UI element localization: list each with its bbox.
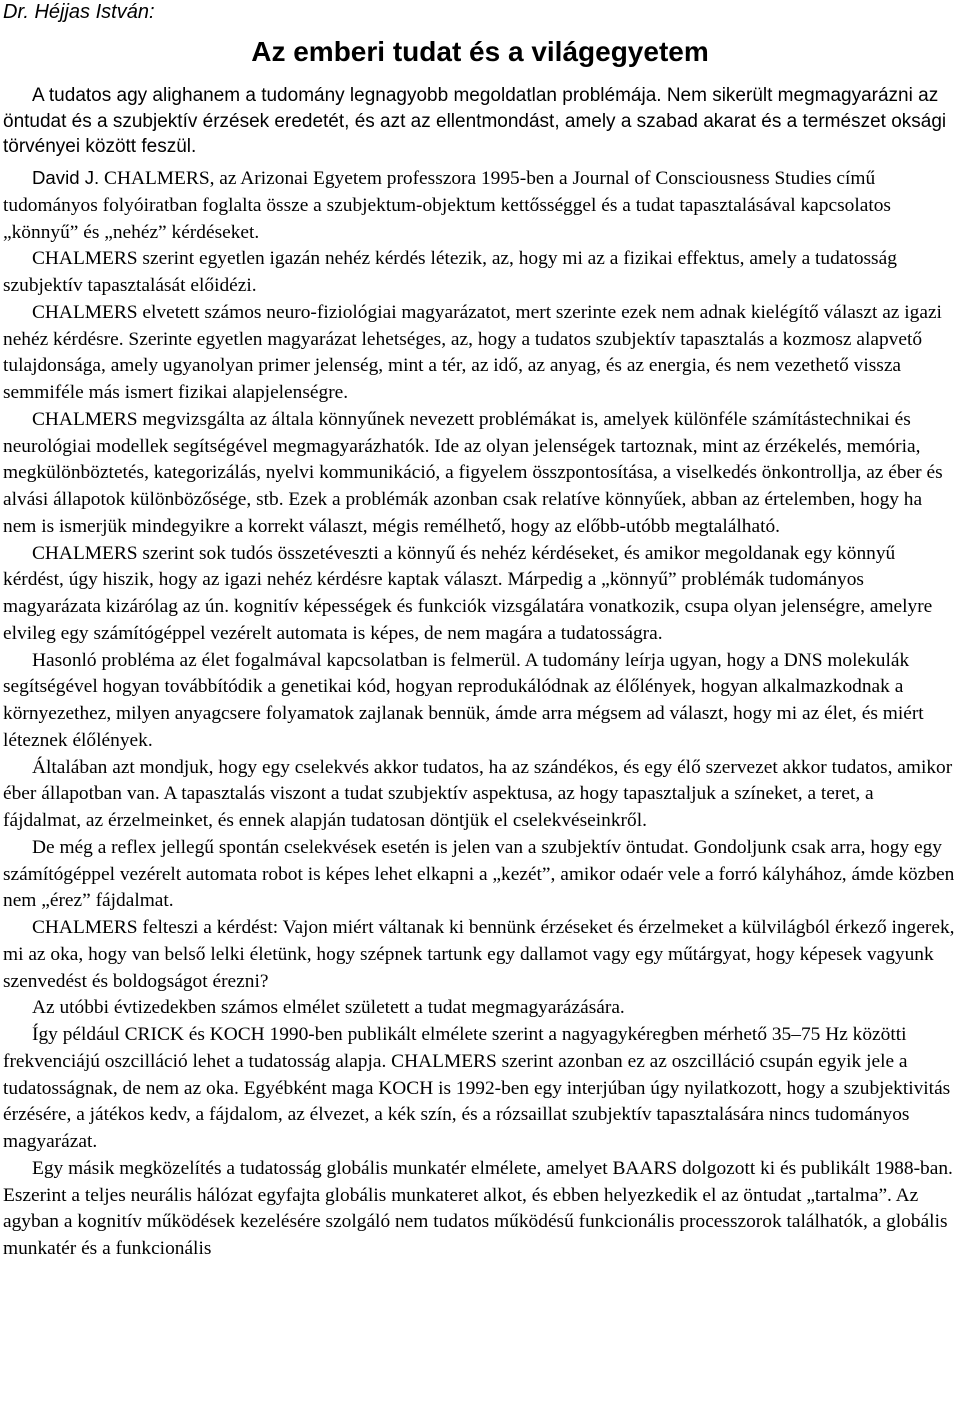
- paragraph-chalmers-intro: [3, 165, 955, 246]
- author-name: Dr. Héjjas István:: [3, 1, 155, 23]
- paragraph-rest: CHALMERS, az Arizonai Egyetem professzora 1995-ben a Journal of Consciousness Studies című tudományos folyóiratban foglalta össze a szubjektum-objektum kettősséggel és a tudat tapasztalásával kapcsolatos „könnyű” és „nehéz” kérdéseket.: [3, 168, 891, 243]
- paragraph: CHALMERS felteszi a kérdést: Vajon miért váltanak ki bennünk érzéseket és érzelmeket a külvilágból érkező ingerek, mi az oka, hogy van belső lelki életünk, hogy szépnek tartunk egy dallamot vagy egy műtárgyat, hogy képesek vagyunk szenvedést és boldogságot érezni?: [3, 917, 955, 992]
- body-text: [3, 165, 955, 1263]
- paragraph: Így például CRICK és KOCH 1990-ben publikált elmélete szerint a nagyagykéregben mérhető 35–75 Hz közötti frekvenciájú oszcilláció lehet a tudatosság alapja. CHALMERS szerint azonban ez az oszcilláció csupán egyik jele a tudatosságnak, de nem az oka. Egyébként maga KOCH is 1992-ben egy interjúban úgy nyilatkozott, hogy a szubjektivitás érzésére, a játékos kedv, a fájdalom, az élvezet, a kék szín, és a rózsaillat szubjektív tapasztalására nincs tudományos magyarázat.: [3, 1024, 951, 1152]
- paragraph: CHALMERS szerint egyetlen igazán nehéz kérdés létezik, az, hogy mi az a fizikai effektus, amely a tudatosság szubjektív tapasztalását előidézi.: [3, 248, 897, 296]
- paragraph: CHALMERS elvetett számos neuro-fiziológiai magyarázatot, mert szerinte ezek nem adnak kielégítő választ az igazi nehéz kérdésre. Szerinte egyetlen magyarázat lehetséges, az, hogy a tudatos szubjektív tapasztalás a kozmosz alapvető tulajdonsága, amely ugyanolyan primer jelenség, mint a tér, az idő, az anyag, és az energia, és nem vezethető vissza semmiféle más ismert fizikai alapjelenségre.: [3, 301, 942, 403]
- intro-paragraph: A tudatos agy alighanem a tudomány legnagyobb megoldatlan problémája. Nem sikerült megmagyarázni az öntudat és a szubjektív érzések eredetét, és azt az ellentmondást, amely a szabad akarat és a természet oksági törvényei között feszül.: [3, 85, 947, 158]
- paragraph: De még a reflex jellegű spontán cselekvések esetén is jelen van a szubjektív öntudat. Gondoljunk csak arra, hogy egy számítógéppel vezérelt automata robot is képes lehet elkapni a „kezét”, amikor odaér vele a forró kályhához, ámde közben nem „érez” fájdalmat.: [3, 836, 955, 912]
- paragraph-lead: David J.: [32, 167, 100, 188]
- document-title: Az emberi tudat és a világegyetem: [251, 36, 709, 67]
- paragraph: Általában azt mondjuk, hogy egy cselekvés akkor tudatos, ha az szándékos, és egy élő szervezet akkor tudatos, amikor éber állapotban van. A tapasztalás viszont a tudat szubjektív aspektusa, az hogy tapasztaljuk a színeket, a teret, a fájdalmat, az érzelmeinket, és ennek alapján tudatosan döntjük el cselekvéseinkről.: [3, 756, 953, 831]
- paragraph: Egy másik megközelítés a tudatosság globális munkatér elmélete, amelyet BAARS dolgozott ki és publikált 1988-ban. Eszerint a teljes neurális hálózat egyfajta globális munkateret alkot, és ebben helyezkedik el az öntudat „tartalma”. Az agyban a kognitív működések kezelésére szolgáló nem tudatos működésű funkcionális processzorok találhatók, a globális munkatér és a funkcionális: [3, 1157, 953, 1259]
- paragraph: Hasonló probléma az élet fogalmával kapcsolatban is felmerül. A tudomány leírja ugyan, hogy a DNS molekulák segítségével hogyan továbbítódik a genetikai kód, hogyan reprodukálódnak az élőlények, hogyan alkalmazkodnak a környezethez, milyen anyagcsere folyamatok zajlanak bennük, ámde arra mégsem ad választ, hogy mi az élet, és miért léteznek élőlények.: [3, 649, 924, 751]
- paragraph: Az utóbbi évtizedekben számos elmélet született a tudat megmagyarázására.: [32, 997, 625, 1019]
- intro-block: [3, 83, 953, 160]
- paragraph: CHALMERS szerint sok tudós összetéveszti a könnyű és nehéz kérdéseket, és amikor megoldanak egy könnyű kérdést, úgy hiszik, hogy az igazi nehéz kérdésre kaptak választ. Márpedig a „könnyű” problémák tudományos magyarázata kizárólag az ún. kognitív képességek és funkciók vizsgálatára vonatkozik, csupa olyan jelenségre, amelyre elvileg egy számítógéppel vezérelt automata is képes, de nem magára a tudatosságra.: [3, 542, 933, 644]
- paragraph: CHALMERS megvizsgálta az általa könnyűnek nevezett problémákat is, amelyek különféle számítástechnikai és neurológiai modellek segítségével megmagyarázhatók. Ide az olyan jelenségek tartoznak, mint az érzékelés, memória, megkülönböztetés, kategorizálás, nyelvi kommunikáció, a figyelem összpontosítása, a viselkedés önkontrollja, az éber és alvási állapotok különbözősége, stb. Ezek a problémák azonban csak relatíve könnyűek, abban az értelemben, hogy ha nem is ismerjük mindegyikre a korrekt választ, mégis remélhető, hogy az előbb-utóbb megtalálható.: [3, 408, 943, 537]
